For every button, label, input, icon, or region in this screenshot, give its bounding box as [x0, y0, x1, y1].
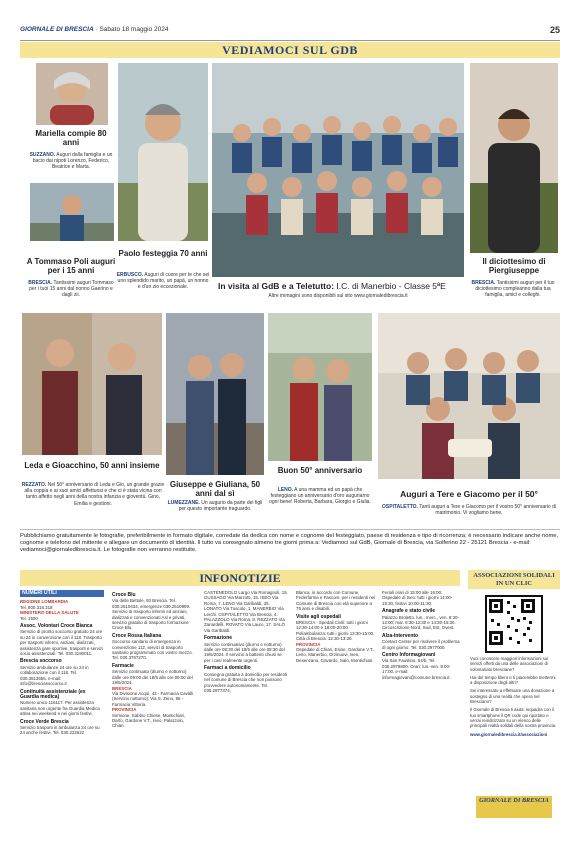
- page-number: 25: [549, 25, 560, 35]
- title-tommaso: A Tommaso Poli auguri per i 15 anni: [26, 257, 116, 275]
- brand-name: GIORNALE DI BRESCIA: [20, 26, 94, 33]
- photo-mariella: [36, 63, 108, 125]
- header-date: · Sabato 18 maggio 2024: [95, 26, 169, 33]
- photo-tere-giacomo: [378, 313, 560, 479]
- info-column-1: NUMERI UTILI REGIONE LOMBARDIA Tel. 800.318.318 MINISTERO DELLA SALUTE Tel. 1500 Assoc. Volontari Croce Bianca Servizio di pronto soccorso gratuito 24 ore su 24 in convenzione con il 118. Trasporto per trasporti infermi, anziani, dializzati, assistenza gare sportive, trasporti e servizi socio-assistenziali. Tel. 030.3190011. Brescia soccorso Servizio ambulanze 24 ore su 24 in collaborazione con il 118. Tel. 030.3513555. e-mail: info@bresciasoccorso.it Continuità assistenziale (ex Guardia medica) Numero unico 116117. Per assistenza sanitaria non urgente fra Guardia Medica attiva nei weekend e nei giorni festivi. Croce Verde Brescia Servizio trasporti in ambulanza 24 ore su 24 anche festivi. Tel. 030.222622: [20, 590, 103, 736]
- info-column-5: Feriali orari di 15:00 alle 16:00. Ospedale di Iseo: tutti i giorni 14:00-15:30, festivi 10:00-11:30. Anagrafe e stato civile Palazzo Broletto, lun., merc., ven. 8:30-12:00; mar. 8:30-12:30 e 14:30-15:30. Circoscrizione Nord, Sud, Est, Ovest. Alza-Intervento Contact Center per risolvere il problema di ogni giorno. Tel. 030.2977000. Centro Informagiovani Via San Faustino, 64/b. Tel. 030.2978800. Orari: lun.-ven. 9:00-17:00. e-mail: informagiovani@comune.brescia.it.: [382, 590, 460, 680]
- info-column-2: Croce Blu Via delle Bettole, 93 Brescia. Tel. 030.2510434, emergenze 030.2510999. Servizio di trasporto infermi ed anziani, dializzati e convenzionati Asl e privati, servizio gratuito di trasporto formazione Croce Blu. Croce Rossa Italiana Soccorso sanitario di emergenza in convenzione 112, servizi di trasporto sanitario programmato con vostro mezzo. Tel. 030.3757270. Farmacie Servizio continuato (diurno e notturno) dalle ore 09:00 del 18/5 alle ore 09:00 del 19/5/2024. BRESCIA Via Divisione Acqui, 43 - Farmacia Cavalli (Servizio notturno); Via S. Zeno, 95 - Farmacia Vittoria. PROVINCIA Sirmione, Sabbio Chiese, Montichiari, Darfo, Gardone V.T., Iseo, Palazzolo, Chiari.: [112, 592, 194, 729]
- photo-paolo: [118, 63, 208, 241]
- giornale-di-brescia-logo: GIORNALE DI BRESCIA: [476, 796, 552, 818]
- photo-tommaso: [30, 183, 114, 241]
- infonotizie-title: INFONOTIZIE: [20, 570, 460, 586]
- caption-tere-giacomo: OSPITALETTO. Tanti auguri a Tere e Giacomo per il vostro 50° anniversario di matrimonio. Vi vogliamo bene.: [382, 504, 556, 517]
- page-header: [20, 26, 560, 41]
- caption-piergiuseppe: BRESCIA. Tantissimi auguri per il tuo diciottesimo compleanno dalla tua famiglia, amici e colleghi.: [471, 280, 555, 299]
- title-giuseppe-giuliana: Giuseppe e Giuliana, 50 anni dal sì: [169, 480, 261, 498]
- info-column-4: Blanca, in accordo con Comune, Federfarma e Fascom: per i residenti nel Comune di Brescia con età superiore a 75 anni e disabili. Visite agli ospedali BRESCIA - Spedali Civili: tutti i giorni 12:30-14:00 e 18:00-20:00. Poliambulanza: tutti i giorni 13:30-15:00. Città di Brescia: 12:30-13:30. PROVINCIA Ospedale di Chiari, Esine, Gardone V.T., Leno, Manerbio, Orzinuovi, Iseo, Desenzano, Gavardo, Salò, Montichiari.: [296, 590, 376, 663]
- caption-giuseppe-giuliana: LUMEZZANE. Un augurio da parte dei figli per questo importante traguardo.: [167, 500, 263, 513]
- photo-leno-anniversario: [268, 313, 372, 461]
- submission-notice: Pubblichiamo gratuitamente le fotografie, preferibilmente in formato digitale, corredate da dedica con nome e cognome del festeggiato, paese di residenza e tipo di ricorrenza; è necessario indicare anche nome, cognome e telefono del mittente e allegare un documento di identità. Il tutto va consegnato almeno tre giorni prima a: Vediamoci sul GdB, Giornale di Brescia, via Solferino 22 - 25121 Brescia - e-mail: vediamoci@giornaledibrescia.it. Le fotografie non verranno restituite.: [20, 529, 560, 554]
- info-column-3: CASTENEDOLO Largo Via Romagnoli, 15. GUSSAGO Via Marzotti, 15. ISEO Via Roma, 7. LENO Via Garibaldi, 25. LONATO Via Tuscolo, 1. MANERBIO Via Lerchi. OSPITALETTO Via Brescia, 4. PALAZZOLO Via Roma, 8. REZZATO Via Zanardelli. ROVATO Via Lauro, 17. SALÒ Via Garibaldi. Formazione Servizio continuativo (diurno e notturno) dalle ore 08:30 del 18/5 alle ore 08:30 del 19/5/2024. Il servizio a battenti chiusi se per i casi realmente urgenti. Farmaci a domicilio Consegna gratuita a domicilio per residenti nel comune di Brescia che non possono provvedere autonomamente. Tel. 030.2977374.: [204, 590, 288, 693]
- associazioni-box: ASSOCIAZIONI SOLIDALI IN UN CLIC Vuoi conoscere maggiori informazioni sui servizi offerti da una delle associazioni di volontariato bresciane? Hai del tempo libero e ti piacerebbe mettermi a disposizione degli altri? Sei interessato a effettuare una donazione a sostegno di una realtà che opera nel Bresciano? Il Giornale di Brescia ti aiuta: inquadra con il tuo smartphone il QR code qui riportato e verrai reindirizzato su un elenco delle principali realtà solidali della nostra provincia. www.giornaledibrescia.it/associazioni: [468, 570, 560, 818]
- caption-class-visit: Altre immagini sono disponibili sul sito www.giornaledibrescia.it: [268, 293, 408, 299]
- caption-paolo: ERBUSCO. Auguri di cuore per te che sei uno splendido marito, un papà, un nonno e d'un zio eccezionale.: [116, 272, 210, 291]
- caption-mariella: SUZZANO. Auguri dalla famiglia e un bacio dai nipoti Lorenzo, Federico, Beatrice e Marta.: [29, 152, 113, 171]
- associazioni-url[interactable]: www.giornaledibrescia.it/associazioni: [470, 731, 548, 737]
- caption-leno-anniversario: LENO. A una mamma ed un papà che festeggiano un anniversario d'oro auguriamo ogni bene! Roberta, Barbara, Giorgio e Giulia.: [269, 487, 371, 506]
- qr-code-icon[interactable]: [485, 595, 543, 653]
- photo-piergiuseppe: [470, 63, 558, 253]
- photo-giuseppe-giuliana: [166, 313, 264, 475]
- associazioni-title: ASSOCIAZIONI SOLIDALI IN UN CLIC: [468, 570, 560, 589]
- section-banner: VEDIAMOCI SUL GDB: [20, 42, 560, 58]
- photo-leda-gioacchino: [22, 313, 162, 455]
- caption-leda-gioacchino: REZZATO. Nel 50° anniversario di Leda e Gio, un grande grazie alla coppia e ai suoi amici affettuosi e che ci è stata vicina con tanto affetto negli anni della nostra infanzia e gioventù. Gino, Emilia e gestioni.: [21, 482, 165, 507]
- title-class-visit: In visita al GdB e a Teletutto: I.C. di Manerbio - Classe 5ªE: [218, 281, 446, 291]
- title-mariella: Mariella compie 80 anni: [35, 129, 107, 147]
- title-piergiuseppe: Il diciottesimo di Piergiuseppe: [482, 257, 546, 275]
- photo-class-visit: [212, 63, 464, 277]
- title-leno-anniversario: Buon 50° anniversario: [277, 466, 363, 475]
- title-tere-giacomo: Auguri a Tere e Giacomo per il 50°: [400, 489, 538, 499]
- title-paolo: Paolo festeggia 70 anni: [118, 249, 208, 258]
- caption-tommaso: BRESCIA. Tantissimi auguri Tommaso per i tuoi 15 anni dal nonno Gaerino e dagli zii.: [28, 280, 114, 299]
- title-leda-gioacchino: Leda e Gioacchino, 50 anni insieme: [24, 461, 160, 470]
- numeri-utili-header: NUMERI UTILI: [20, 590, 104, 597]
